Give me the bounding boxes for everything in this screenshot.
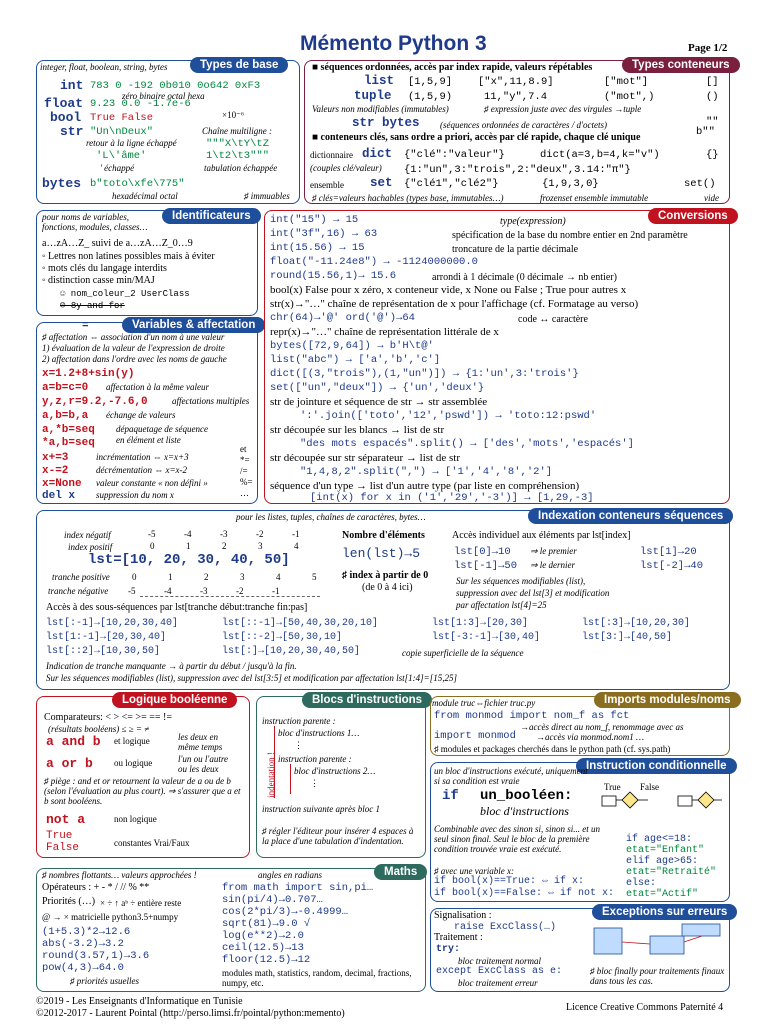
conv-line: list("abc") → ['a','b','c']	[270, 354, 441, 366]
index-copy-note: copie superficielle de la séquence	[402, 648, 524, 658]
conv-line: bytes([72,9,64]) → b'H\t@'	[270, 340, 434, 352]
list-v4: []	[706, 76, 719, 88]
math-function-example: cos(2*pi/3)→-0.4999…	[222, 906, 349, 918]
index-slice: lst[:]→[10,20,30,40,50]	[222, 646, 361, 657]
bool-values: True False	[90, 112, 154, 124]
conv-line: str de jointure et séquence de str → str assemblée	[270, 396, 488, 408]
vars-tag: Variables & affectation	[122, 317, 265, 333]
footer-line-1: ©2019 - Les Enseignants d'Informatique en Tunisie	[36, 996, 243, 1007]
conv-line: bool(x) False pour x zéro, x conteneur vide, x None ou False ; True pour autres x	[270, 284, 627, 296]
vars-intro-3: 2) affectation dans l'ordre avec les noms de gauche	[42, 354, 227, 364]
math-function-example: log(e**2)→2.0	[222, 930, 304, 942]
cond-c2: if bool(x)==False: ⇔ if not x:	[434, 888, 615, 899]
index-pos-label: index positif	[68, 542, 113, 552]
vars-l7: x+=3	[42, 452, 69, 464]
index-neg-value: -5	[148, 529, 156, 539]
index-tr-pos-value: 3	[240, 572, 245, 582]
empty-bytes: b""	[696, 126, 715, 138]
index-tr-pos-value: 2	[204, 572, 209, 582]
index-0: ♯ index à partir de 0	[342, 570, 429, 581]
cond-cond: un_booléen:	[480, 788, 573, 804]
conv-line: repr(x)→"…" chaîne de représentation littérale de x	[270, 326, 499, 338]
conv-line: ':'.join(['toto','12','pswd']) → 'toto:12:pswd'	[300, 410, 597, 422]
set-v3: set()	[684, 178, 716, 190]
index-mod-last: Sur les séquences modifiables (list), suppression avec del lst[3:5] et modification par affectation lst[1:4]=[15,25]	[46, 673, 457, 683]
exc-try: try:	[436, 944, 461, 955]
exc-error: bloc traitement erreur	[458, 978, 538, 988]
index-tr-pos-value: 0	[132, 572, 137, 582]
cond-flow-diamond-1	[622, 792, 638, 808]
vars-l8: x-=2	[42, 465, 69, 477]
vars-l3: y,z,r=9.2,-7.6,0	[42, 396, 148, 408]
index-neg-value: -2	[256, 529, 264, 539]
conv-line: float("-11.24e8") → -1124000000.0	[270, 256, 478, 268]
dict-keyword: dict	[362, 147, 393, 161]
footer-line-2: ©2012-2017 - Laurent Pointal (http://perso.limsi.fr/pointal/python:memento)	[36, 1008, 345, 1019]
index-a3-note: ⇒ le dernier	[530, 560, 576, 570]
vars-l9: x=None	[42, 478, 82, 490]
expr-note: ♯ expression juste avec des virgules →tuple	[484, 104, 642, 114]
exc-tag: Exceptions sur erreurs	[592, 904, 737, 920]
ident-ok: ☺ nom_coleur_2 UserClass	[60, 289, 190, 299]
cond-code-line: etat="Retraité"	[626, 867, 717, 878]
exc-raise: raise ExcClass(…)	[454, 922, 557, 933]
index-slice: lst[1:3]→[20,30]	[432, 618, 529, 629]
conv-line: chr(64)→'@' ord('@')→64	[270, 312, 415, 324]
logic-and: a and b	[46, 734, 101, 749]
index-acc-label: Accès individuel aux éléments par lst[index]	[452, 530, 631, 541]
vars-ops	[240, 444, 253, 499]
index-tr-pos-label: tranche positive	[52, 572, 110, 582]
math-function-example: ceil(12.5)→13	[222, 942, 304, 954]
index-tr-neg-value: -5	[128, 586, 136, 596]
exc-trait: Traitement :	[434, 932, 483, 943]
dict-v2: dict(a=3,b=4,k="v")	[540, 149, 660, 161]
instr-dots-2: ⋮	[310, 778, 319, 788]
vars-op-4: …	[240, 488, 249, 498]
index-slice: lst[:3]→[10,20,30]	[582, 618, 691, 629]
math-example: abs(-3.2)→3.2	[42, 938, 124, 950]
logic-or-note: ou logique	[114, 758, 153, 768]
tuple-keyword: tuple	[354, 89, 392, 103]
vars-l3-note: affectations multiples	[172, 396, 250, 406]
empty-label: vide	[704, 193, 719, 203]
vars-l2-note: affectation à la même valeur	[106, 382, 209, 392]
math-function-example: sin(pi/4)→0.707…	[222, 894, 323, 906]
conv-line: int("15") → 15	[270, 214, 359, 226]
page-number: Page 1/2	[688, 42, 728, 54]
cond-combi: Combinable avec des sinon si, sinon si... et un seul sinon final. Seul le bloc de la première condition trouvée vraie est exécuté.	[434, 824, 600, 854]
math-modules: modules math, statistics, random, decimal, fractions, numpy, etc.	[222, 968, 412, 988]
math-tag: Maths	[374, 864, 427, 880]
instr-parent-2: instruction parente :	[278, 754, 352, 764]
math-example: pow(4,3)→64.0	[42, 962, 124, 974]
index-tag: Indexation conteneurs séquences	[528, 508, 733, 524]
dict-v3: {}	[706, 149, 719, 161]
list-keyword: list	[364, 74, 395, 88]
conv-note-3: troncature de la partie décimale	[452, 244, 579, 255]
imports-l1: from monmod import nom_f as fct	[434, 710, 630, 722]
exc-signal: Signalisation :	[434, 910, 492, 921]
index-slice-line	[140, 596, 320, 597]
instr-bloc-2: bloc d'instructions 2…	[294, 766, 376, 776]
instr-next: instruction suivante après bloc 1	[262, 804, 380, 814]
index-pos-value: 2	[222, 541, 227, 551]
list-v2: ["x",11,8.9]	[478, 76, 554, 88]
float-values: 9.23 0.0 -1.7e-6	[90, 98, 191, 110]
index-tr-pos-value: 1	[168, 572, 173, 582]
logic-const-note: constantes Vrai/Faux	[114, 838, 190, 848]
dict-couples: (couples clé/valeur)	[310, 163, 382, 173]
keyed-head-text: conteneurs clés, sans ordre a priori, accès par clé rapide, chaque clé unique	[320, 132, 641, 143]
vars-l9-note: valeur constante « non défini »	[96, 478, 208, 488]
cond-flow-box-1	[602, 796, 616, 806]
vars-l1: x=1.2+8+sin(y)	[42, 368, 135, 380]
ident-rule-1: a…zA…Z_ suivi de a…zA…Z_0…9	[42, 238, 193, 249]
keyed-head: ■ conteneurs clés, sans ordre a priori, accès par clé rapide, chaque clé unique	[312, 132, 641, 143]
exc-flow-box-2	[650, 936, 684, 954]
cond-tag: Instruction conditionnelle	[576, 758, 737, 774]
vars-intro-2: 1) évaluation de la valeur de l'expression de droite	[42, 343, 225, 353]
math-function-example: from math import sin,pi…	[222, 882, 374, 894]
multiline-value-1: """X\tY\tZ	[206, 138, 270, 150]
frozenset-note: frozenset ensemble immutable	[540, 193, 649, 203]
set-label: ensemble	[310, 180, 344, 190]
tuple-v3: ("mot",)	[604, 91, 655, 103]
types-base-subtitle: integer, float, boolean, string, bytes	[40, 62, 168, 72]
list-v3: ["mot"]	[604, 76, 649, 88]
index-mod-note-2: suppression avec del lst[3] et modification	[456, 588, 610, 598]
vars-l10: del x	[42, 490, 76, 502]
instr-dots-1: ⋮	[294, 740, 303, 750]
set-v2: {1,9,3,0}	[542, 178, 599, 190]
index-neg-value: -4	[184, 529, 192, 539]
index-0b: (de 0 à 4 ici)	[362, 582, 413, 593]
exc-normal: bloc traitement normal	[458, 956, 541, 966]
multiline-value-2: 1\t2\t3"""	[206, 150, 270, 162]
exc-flow-box-1	[594, 928, 622, 954]
tuple-v1: (1,5,9)	[408, 91, 453, 103]
vars-l8-note: décrémentation ⇔ x=x-2	[96, 465, 188, 475]
vars-l10-note: suppression du nom x	[96, 490, 174, 500]
dict-label: dictionnaire	[310, 150, 353, 160]
vars-op-1: *=	[240, 455, 250, 465]
types-base-tag: Types de base	[190, 57, 288, 73]
math-function-example: floor(12.5)→12	[222, 954, 311, 966]
logic-tag: Logique booléenne	[112, 692, 237, 708]
index-slice: lst[::2]→[10,30,50]	[46, 646, 161, 657]
int-notes: zéro binaire octal hexa	[122, 91, 205, 101]
bytes-value: b"toto\xfe\775"	[90, 178, 185, 190]
exc-except: except ExcClass as e:	[436, 966, 563, 977]
instr-note: ♯ régler l'éditeur pour insérer 4 espaces à la place d'une tabulation d'indentation.	[262, 826, 414, 846]
conv-line: round(15.56,1)→ 15.6	[270, 270, 397, 282]
str-value-2: 'L\'âme'	[96, 150, 147, 162]
math-flot: ♯ nombres flottants… valeurs approchées !	[42, 870, 197, 880]
vars-l5: a,*b=seq	[42, 424, 95, 436]
index-sub-label: Accès à des sous-séquences par lst[tranche début:tranche fin:pas]	[46, 602, 308, 613]
index-slice: lst[3:]→[40,50]	[582, 632, 673, 643]
instr-indent: indentation !	[265, 752, 276, 798]
index-pos-value: 0	[150, 541, 155, 551]
ident-tag: Identificateurs	[162, 208, 261, 224]
math-prio-note: × ÷ ↑ aᵇ ÷ entière reste	[100, 898, 182, 908]
index-tr-neg-value: -4	[164, 586, 172, 596]
cond-flow-true: True	[604, 782, 621, 792]
index-slice: lst[-3:-1]→[30,40]	[432, 632, 541, 643]
ident-rule-3: ◦ mots clés du langage interdits	[42, 263, 167, 274]
index-mod-note-3: par affectation lst[4]=25	[456, 600, 547, 610]
index-tr-pos-value: 4	[276, 572, 281, 582]
index-miss-note: Indication de tranche manquante → à partir du début / jusqu'à la fin.	[46, 661, 297, 671]
tuple-v2: 11,"y",7.4	[484, 91, 548, 103]
int-values: 783 0 -192 0b010 0o642 0xF3	[90, 80, 261, 92]
cond-c1: if bool(x)==True: ⇔ if x:	[434, 876, 585, 887]
cond-flow-diamond-2	[698, 792, 714, 808]
index-a4: lst[-2]→40	[640, 560, 704, 572]
logic-not-note: non logique	[114, 814, 157, 824]
vars-l2: a=b=c=0	[42, 382, 89, 394]
seq-head: ■ séquences ordonnées, accès par index rapide, valeurs répétables	[312, 62, 593, 73]
ident-rule-4: ◦ distinction casse min/MAJ	[42, 275, 155, 286]
cond-bloc: bloc d'instructions	[480, 804, 569, 818]
math-prio-usual: ♯ priorités usuelles	[70, 976, 139, 986]
conv-line: int("3f",16) → 63	[270, 228, 378, 240]
index-slice: lst[1:-1]→[20,30,40]	[46, 632, 167, 643]
conv-line: dict([(3,"trois"),(1,"un")]) → {1:'un',3:'trois'}	[270, 368, 579, 380]
vars-l7-note: incrémentation ⇔ x=x+3	[96, 452, 189, 462]
index-len: len(lst)→5	[342, 546, 421, 561]
cond-intro: un bloc d'instructions exécuté, uniquement si sa condition est vraie	[434, 766, 588, 786]
exc-flow-diagram	[592, 922, 724, 962]
instr-indent-line-1	[274, 726, 276, 798]
instr-tag: Blocs d'instructions	[302, 692, 432, 708]
multiline-note: tabulation échappée	[204, 163, 278, 173]
math-ops: Opérateurs : + - * / // % **	[42, 882, 150, 893]
index-neg-label: index négatif	[64, 530, 111, 540]
bytes-keyword: bytes	[42, 176, 82, 191]
logic-or: a or b	[46, 756, 93, 771]
index-mod-note-1: Sur les séquences modifiables (list),	[456, 576, 586, 586]
index-tr-neg-value: -3	[200, 586, 208, 596]
vars-l4-note: échange de valeurs	[106, 410, 176, 420]
conv-note-8: code ↔ caractère	[518, 314, 588, 325]
ident-intro: pour noms de variables, fonctions, modules, classes…	[42, 212, 148, 232]
ident-rule-2: ◦ Lettres non latines possibles mais à éviter	[42, 251, 215, 262]
math-example: (1+5.3)*2→12.6	[42, 926, 131, 938]
cond-code-line: else:	[626, 878, 657, 889]
math-prio: Priorités (…)	[42, 896, 96, 907]
math-angles: angles en radians	[258, 870, 322, 880]
index-a1: lst[0]→10	[454, 546, 511, 558]
index-tr-pos-value: 5	[312, 572, 317, 582]
instr-bloc-1: bloc d'instructions 1…	[278, 728, 360, 738]
logic-true: True	[46, 830, 73, 842]
vars-eq: =	[82, 320, 89, 332]
str-note-1: retour à la ligne échappé	[86, 138, 177, 148]
logic-and-detail: les deux en même temps	[178, 732, 223, 752]
types-conteneurs-tag: Types conteneurs	[622, 57, 740, 73]
float-keyword: float	[44, 96, 84, 111]
vars-l6: *a,b=seq	[42, 437, 95, 449]
index-slice: lst[:-1]→[10,20,30,40]	[46, 618, 179, 629]
logic-and-note: et logique	[114, 736, 150, 746]
float-note: ×10⁻⁶	[222, 110, 244, 120]
immut-note: Valeurs non modifiables (immutables)	[312, 104, 449, 114]
vars-intro-1: ♯ affectation ⇔ association d'un nom à une valeur	[42, 332, 225, 342]
logic-or-detail: l'un ou l'autre ou les deux	[178, 754, 229, 774]
imports-l1-note: →accès direct au nom_f, renommage avec as	[520, 722, 684, 732]
cond-flow-box-2	[678, 796, 692, 806]
conv-line: str découpée sur les blancs → list de str	[270, 424, 445, 436]
conv-note-2: spécification de la base du nombre entier en 2nd paramètre	[452, 230, 688, 241]
index-intro: pour les listes, tuples, chaînes de caractères, bytes…	[236, 512, 426, 522]
logic-not: not a	[46, 812, 86, 827]
logic-false: False	[46, 842, 80, 854]
set-keyword: set	[370, 176, 393, 190]
index-slice: lst[::-1]→[50,40,30,20,10]	[222, 618, 379, 629]
index-pos-value: 4	[294, 541, 299, 551]
conv-note-1: type(expression)	[500, 216, 566, 227]
imports-l2-note: →accès via monmod.nom1 …	[536, 732, 644, 742]
index-a1-note: ⇒ le premier	[530, 546, 577, 556]
vars-op-3: %=	[240, 477, 253, 487]
ident-bad: ☹ 8y and for	[60, 301, 125, 311]
multiline-label: Chaîne multiligne :	[202, 126, 272, 136]
index-tr-neg-value: -1	[272, 586, 280, 596]
imports-note: ♯ modules et packages cherchés dans le python path (cf. sys.path)	[434, 744, 671, 754]
empty-str: ""	[706, 116, 719, 128]
conv-note-5: arrondi à 1 décimale (0 décimale → nb entier)	[432, 272, 617, 283]
index-a3: lst[-1]→50	[454, 560, 518, 572]
imports-mod-line: module truc⇔fichier truc.py	[432, 698, 536, 708]
conv-line: séquence d'un type → list d'un autre type (par liste en compréhension)	[270, 480, 580, 492]
str-value-1: "Un\nDeux"	[90, 126, 154, 138]
int-keyword: int	[60, 78, 84, 93]
conv-line: "1,4,8,2".split(",") → ['1','4','8','2']	[300, 466, 553, 478]
math-function-example: sqrt(81)→9.0 √	[222, 918, 311, 930]
cond-code-line: etat="Actif"	[626, 889, 699, 900]
index-neg-value: -1	[292, 529, 300, 539]
exc-flow-line-1	[622, 942, 650, 944]
cond-flow-false: False	[640, 782, 659, 792]
index-count-label: Nombre d'éléments	[342, 530, 425, 541]
vars-op-0: et	[240, 444, 247, 454]
conv-tag: Conversions	[648, 208, 738, 224]
index-pos-value: 1	[186, 541, 191, 551]
vars-op-2: /=	[240, 466, 248, 476]
index-tr-neg-value: -2	[236, 586, 244, 596]
vars-l56-note: dépaquetage de séquence en élément et liste	[116, 424, 208, 445]
conv-line: str(x)→"…" chaîne de représentation de x pour l'affichage (cf. Formatage au verso)	[270, 298, 639, 310]
exc-flow-line-2	[684, 936, 702, 942]
immutables-note: ♯ immuables	[244, 191, 290, 201]
conv-line: set(["un","deux"]) → {'un','deux'}	[270, 382, 485, 394]
page-title: Mémento Python 3	[300, 32, 487, 55]
str-keyword: str	[60, 124, 84, 139]
str-bytes-note: (séquences ordonnées de caractères / d'octets)	[440, 120, 607, 130]
conv-line: int(15.56) → 15	[270, 242, 365, 254]
instr-indent-line-2	[290, 764, 292, 794]
math-example: round(3.57,1)→3.6	[42, 950, 150, 962]
footer-right: Licence Creative Commons Paternité 4	[566, 1002, 724, 1013]
hashable-note: ♯ clés=valeurs hachables (types base, immutables…)	[312, 193, 504, 203]
bool-keyword: bool	[50, 110, 82, 125]
instr-parent-1: instruction parente :	[262, 716, 336, 726]
index-a2: lst[1]→20	[640, 546, 697, 558]
conv-line: [int(x) for x in ('1','29','-3')] → [1,29,-3]	[310, 492, 594, 504]
math-matrix: @ → × matricielle python3.5+numpy	[42, 912, 179, 922]
imports-tag: Imports modules/noms	[594, 692, 741, 708]
cond-code-line: if age<=18:	[626, 834, 693, 845]
index-pos-value: 3	[258, 541, 263, 551]
list-v1: [1,5,9]	[408, 76, 453, 88]
logic-comp: Comparateurs: < > <= >= == !=	[44, 712, 172, 723]
logic-comp-res: (résultats booléens) ≤ ≥ = ≠	[48, 724, 150, 734]
index-tr-neg-label: tranche négative	[48, 586, 109, 596]
conv-line: "des mots espacés".split() → ['des','mots','espacés']	[300, 438, 634, 450]
cond-code-line: elif age>65:	[626, 856, 699, 867]
logic-piege: ♯ piège : and et or retournent la valeur de a ou de b (selon l'évaluation au plus court). ⇒ s'assurer que a et b sont booléens.	[44, 776, 241, 806]
exc-finally: ♯ bloc finally pour traitements finaux dans tous les cas.	[590, 966, 725, 986]
index-lst: lst=[10, 20, 30, 40, 50]	[88, 552, 290, 568]
str-bytes-keyword: str bytes	[352, 116, 420, 130]
exc-flow-box-3	[682, 924, 720, 936]
cond-if: if	[442, 788, 459, 804]
conv-line: str découpée sur str séparateur → list de str	[270, 452, 460, 464]
cond-code-line: etat="Enfant"	[626, 845, 705, 856]
vars-l4: a,b=b,a	[42, 410, 89, 422]
str-note-2: ' échappé	[100, 163, 135, 173]
index-slice: lst[::-2]→[50,30,10]	[222, 632, 343, 643]
dict-v1: {"clé":"valeur"}	[404, 149, 505, 161]
bytes-notes: hexadécimal octal	[112, 191, 178, 201]
set-v1: {"clé1","clé2"}	[404, 178, 499, 190]
seq-head-text: séquences ordonnées, accès par index rapide, valeurs répétables	[320, 62, 593, 73]
index-neg-value: -3	[220, 529, 228, 539]
dict-v4: {1:"un",3:"trois",2:"deux",3.14:"π"}	[404, 164, 631, 176]
imports-l2: import monmod	[434, 730, 516, 742]
tuple-v4: ()	[706, 91, 719, 103]
cond-var-note: ♯ avec une variable x:	[434, 866, 514, 876]
